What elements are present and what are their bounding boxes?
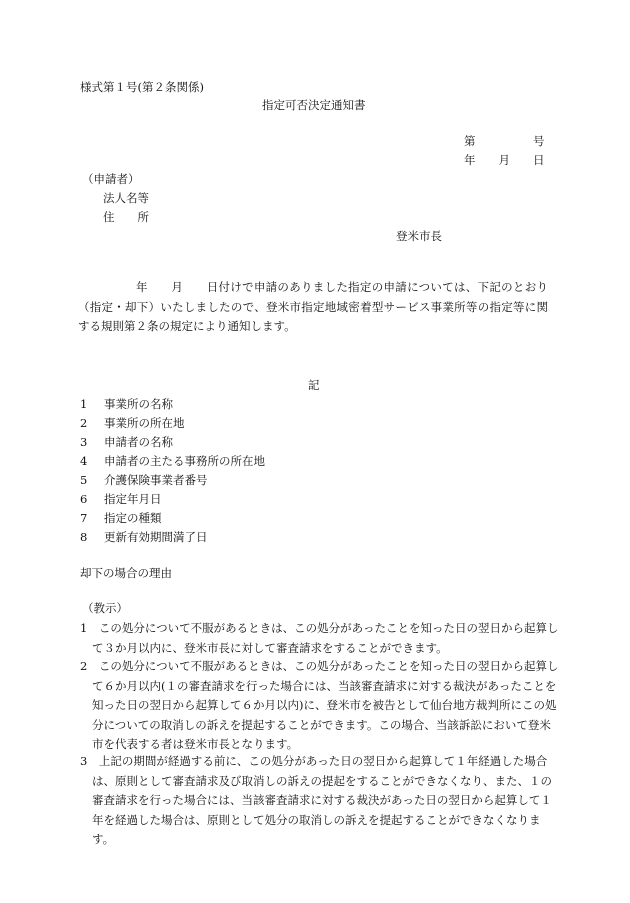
list-item [80,435,173,450]
applicant-address: 住 所 [103,210,149,224]
notice-item-2: 2 この処分について不服があるときは、この処分があったことを知った日の翌日から起算して６か月以内(１の審査請求を行った場合には、当該審査請求に対する裁決があったことを知った日の翌日から起算して６か月以内)に、登米市を被告として仙台地方裁判所にこの処分についての取消しの訴えを提起することができます。この場合、当該訴訟において登米市を代表する者は登米市長となります。 [80,659,559,751]
item-label: 指定年月日 [104,492,162,506]
item-label: 介護保険事業者番号 [104,473,208,487]
list-item [80,454,265,469]
ki-heading: 記 [308,378,320,392]
item-number: 4 [80,454,88,468]
item-number: 2 [80,416,88,430]
document-title: 指定可否決定通知書 [262,98,366,112]
list-item [80,492,162,507]
item-number: 8 [80,530,88,544]
issuer: 登米市長 [396,229,442,243]
document-number: 第 号 [464,134,545,148]
form-label: 様式第１号(第２条関係) [80,80,204,94]
notice-heading: （教示） [82,601,128,615]
document-date: 年 月 日 [464,153,545,167]
item-label: 申請者の主たる事務所の所在地 [104,454,265,468]
rejection-reason-label: 却下の場合の理由 [80,566,172,580]
body-paragraph: 年 月 日付けで申請のありました指定の申請については、下記のとおり（指定・却下）いたしましたので、登米市指定地域密着型サービス事業所等の指定等に関する規則第２条の規定により通知します。 [78,280,548,333]
item-label: 更新有効期間満了日 [104,530,208,544]
list-item [80,473,208,488]
item-number: 1 [80,397,88,411]
item-number: 5 [80,473,88,487]
item-number: 6 [80,492,88,506]
applicant-corporate-name: 法人名等 [103,191,149,205]
item-label: 事業所の名称 [104,397,173,411]
notice-item-1: 1 この処分について不服があるときは、この処分があったことを知った日の翌日から起算して３か月以内に、登米市長に対して審査請求をすることができます。 [80,621,559,655]
item-number: 7 [80,511,88,525]
notice-item-3: 3 上記の期間が経過する前に、この処分があった日の翌日から起算して１年経過した場合は、原則として審査請求及び取消しの訴えの提起をすることができなくなり、また、１の審査請求を行った場合には、当該審査請求に対する裁決があった日の翌日から起算して１年を経過した場合は、原則として処分の取消しの訴えを提起することができなくなります。 [80,754,552,846]
list-item [80,397,173,412]
applicant-heading: （申請者） [82,172,140,186]
item-label: 指定の種類 [104,511,162,525]
list-item [80,416,185,431]
list-item [80,511,162,526]
item-label: 申請者の名称 [104,435,173,449]
list-item [80,530,208,545]
item-label: 事業所の所在地 [104,416,185,430]
item-number: 3 [80,435,88,449]
